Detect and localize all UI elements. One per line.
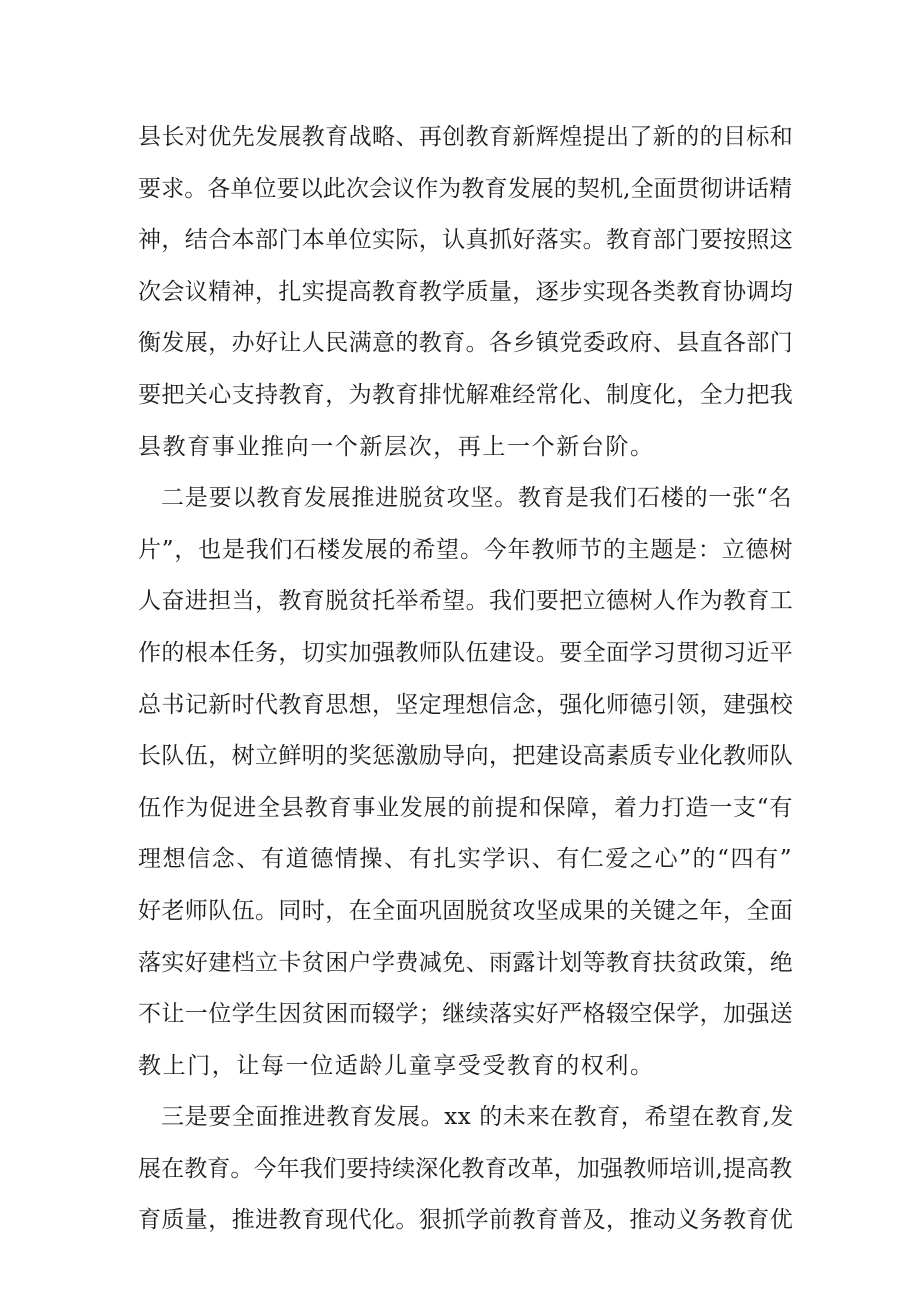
text-line: 二是要以教育发展推进脱贫攻坚。教育是我们石楼的一张“名	[161, 485, 793, 512]
text-line: 落实好建档立卡贫困户学费减免、雨露计划等教育扶贫政策，绝	[138, 949, 794, 976]
document-body	[138, 112, 794, 1247]
text-line: 教上门，让每一位适龄儿童享受受教育的权利。	[138, 1052, 655, 1079]
text-line: 好老师队伍。同时，在全面巩固脱贫攻坚成果的关键之年，全面	[138, 897, 794, 924]
text-line: 衡发展，办好让人民满意的教育。各乡镇党委政府、县直各部门	[138, 330, 794, 357]
text-line: 理想信念、有道德情操、有扎实学识、有仁爱之心”的“四有”	[138, 846, 794, 873]
text-line: 片”，也是我们石楼发展的希望。今年教师节的主题是：立德树	[138, 536, 794, 563]
paragraph-point-three	[138, 1092, 794, 1247]
text-line: 作的根本任务，切实加强教师队伍建设。要全面学习贯彻习近平	[138, 639, 794, 666]
paragraph-point-two	[138, 473, 794, 1092]
text-line: 长队伍，树立鲜明的奖惩激励导向，把建设高素质专业化教师队	[138, 743, 794, 770]
paragraph-continuation	[138, 112, 794, 473]
text-line: 展在教育。今年我们要持续深化教育改革，加强教师培训,提高教	[138, 1155, 793, 1182]
text-line: 县长对优先发展教育战略、再创教育新辉煌提出了新的的目标和	[138, 124, 794, 150]
text-line: 次会议精神，扎实提高教育教学质量，逐步实现各类教育协调均	[138, 278, 794, 305]
text-line: 要求。各单位要以此次会议作为教育发展的契机,全面贯彻讲话精	[138, 175, 793, 202]
text-line: 总书记新时代教育思想，坚定理想信念，强化师德引领，建强校	[138, 691, 794, 718]
text-line: 三是要全面推进教育发展。xx 的未来在教育，希望在教育,发	[161, 1104, 794, 1131]
text-line: 要把关心支持教育，为教育排忧解难经常化、制度化，全力把我	[138, 381, 794, 408]
text-line: 不让一位学生因贫困而辍学；继续落实好严格辍空保学，加强送	[138, 1001, 794, 1028]
text-line: 神，结合本部门本单位实际，认真抓好落实。教育部门要按照这	[138, 227, 794, 254]
text-line: 伍作为促进全县教育事业发展的前提和保障，着力打造一支“有	[138, 794, 794, 821]
text-line: 人奋进担当，教育脱贫托举希望。我们要把立德树人作为教育工	[138, 588, 794, 615]
text-line: 育质量，推进教育现代化。狠抓学前教育普及，推动义务教育优	[138, 1207, 794, 1234]
text-line: 县教育事业推向一个新层次，再上一个新台阶。	[138, 433, 655, 460]
